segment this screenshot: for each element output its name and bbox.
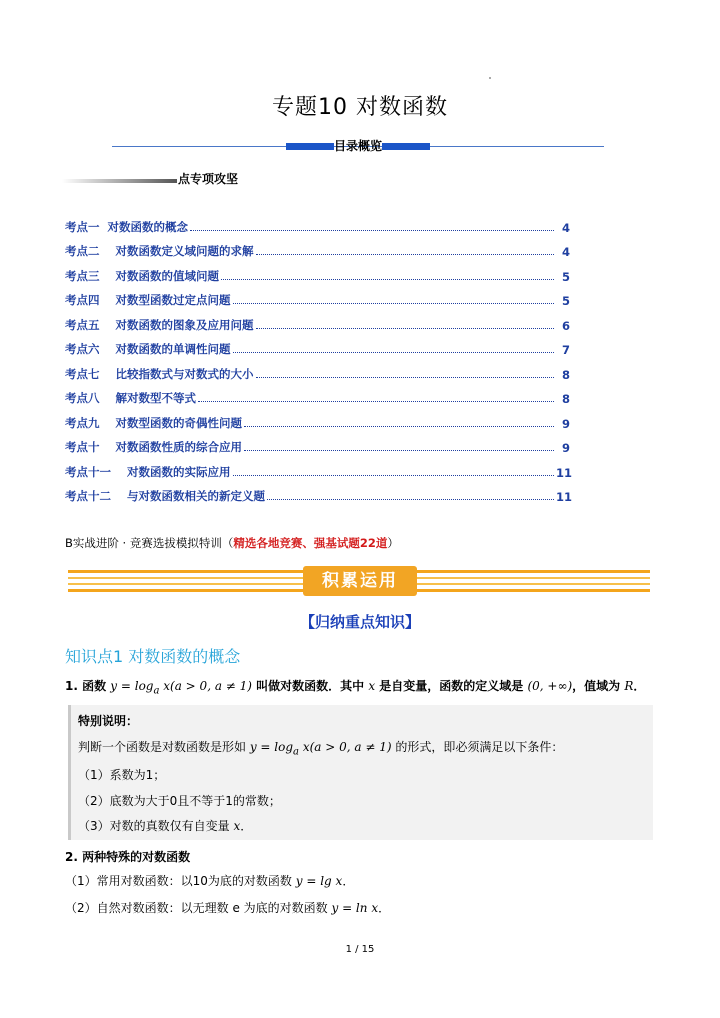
toc-item-label: 考点四 对数型函数过定点问题 (65, 293, 231, 307)
text-run: 的形式，即必须满足以下条件： (391, 740, 564, 754)
toc-item-page: 8 (561, 392, 570, 406)
toc-item-label: 考点五 对数函数的图象及应用问题 (65, 317, 254, 332)
toc-leader (256, 377, 554, 378)
toc-item-page: 8 (561, 367, 570, 382)
text-run: （2）自然对数函数：以无理数 e 为底的对数函数 (65, 901, 332, 915)
toc-item-page: 5 (561, 269, 570, 284)
text-run: ． (378, 901, 391, 915)
toc-item[interactable] (65, 406, 570, 431)
toc-item-label: 考点九 对数型函数的奇偶性问题 (65, 415, 243, 430)
toc-item[interactable] (65, 333, 570, 358)
formula-sub: a (153, 685, 160, 697)
formula-var: R (624, 679, 634, 693)
toc-leader (244, 426, 554, 427)
toc-item[interactable] (65, 235, 570, 260)
text-run: ． (633, 679, 646, 693)
knowledge-heading: 【归纳重点知识】 (299, 613, 420, 631)
formula-sub: a (293, 746, 300, 758)
note-line: （2）底数为大于0且不等于1的常数； (78, 794, 281, 808)
toc-leader (198, 401, 554, 402)
text-run: ，值域为 (572, 679, 625, 693)
text-run: （1）常用对数函数：以10为底的对数函数 (65, 874, 296, 888)
toc-item-label: 考点一 对数函数的概念 (65, 219, 189, 234)
formula (249, 740, 392, 758)
section-b-heading (65, 535, 399, 551)
toc-item-page: 9 (561, 416, 570, 431)
toc-item[interactable] (65, 210, 570, 235)
text-run: 判断一个函数是对数函数是形如 (78, 740, 250, 754)
toc-item-label: 考点八 解对数型不等式 (65, 391, 197, 405)
text-run: 是自变量，函数的定义域是 (375, 679, 528, 693)
formula: y = lg x (295, 874, 343, 888)
toc-item[interactable] (65, 284, 570, 309)
toc-item-label: 考点六 对数函数的单调性问题 (65, 342, 231, 356)
text-run: ． (342, 874, 355, 888)
toc-item-page: 11 (556, 465, 573, 480)
toc-item-label: 考点十 对数函数性质的综合应用 (65, 440, 243, 454)
text-run: （3）对数的真数仅有自变量 (78, 819, 234, 833)
toc-leader (244, 450, 554, 451)
toc-item-label: 考点三 对数函数的值域问题 (65, 268, 220, 283)
toc-item[interactable] (65, 357, 570, 382)
note-line (78, 817, 252, 834)
formula: y = ln x (331, 901, 379, 915)
section-b-highlight: 精选各地竞赛、强基试题22道 (233, 536, 388, 550)
section-b-close: ） (387, 536, 399, 550)
section-a-bar (62, 179, 177, 183)
note-title: 特别说明： (78, 714, 139, 728)
toc-item-page: 4 (561, 245, 570, 259)
note-line: （1）系数为1； (78, 768, 166, 782)
toc-item-label: 考点七 比较指数式与对数式的大小 (65, 366, 254, 381)
toc-item-label: 考点十二 与对数函数相关的新定义题 (65, 489, 266, 503)
toc-leader (267, 499, 554, 500)
toc-item[interactable] (65, 259, 570, 284)
knowledge-point-title: 知识点1 对数函数的概念 (65, 647, 241, 666)
definition-paragraph (65, 677, 645, 696)
toc-item-label: 考点二 对数函数定义域问题的求解 (65, 244, 254, 258)
toc-item-page: 9 (561, 441, 570, 455)
toc-heading: 目录概览 (334, 139, 383, 153)
toc-item[interactable] (65, 308, 570, 333)
toc-divider-band-right (382, 143, 430, 150)
formula-text: x(a > 0, a ≠ 1) (299, 740, 392, 754)
toc-item-page: 7 (561, 343, 570, 357)
toc-leader (256, 254, 554, 255)
toc-leader (190, 230, 554, 231)
page-title: 专题10 对数函数 (272, 95, 448, 120)
formula-text: y = log (110, 679, 154, 693)
formula-domain: (0, +∞) (527, 679, 573, 693)
banner-badge: 积累运用 (303, 566, 417, 596)
special-line (65, 872, 354, 889)
toc-leader (221, 279, 554, 280)
toc-item-page: 11 (556, 490, 573, 504)
special-heading: 2. 两种特殊的对数函数 (65, 850, 191, 864)
toc-list (65, 210, 573, 504)
toc-item[interactable] (65, 480, 573, 505)
toc-item-page: 6 (561, 318, 570, 333)
toc-leader (233, 352, 554, 353)
toc-leader (256, 328, 554, 329)
formula (110, 679, 252, 697)
text-run: 1. 函数 (65, 679, 111, 693)
formula-text: y = log (249, 740, 294, 754)
page-number: 1 / 15 (345, 944, 375, 955)
toc-item-page: 4 (561, 220, 570, 235)
toc-leader (233, 303, 554, 304)
toc-divider-band-left (286, 143, 334, 150)
toc-item[interactable] (65, 455, 573, 480)
toc-item-label: 考点十一 对数函数的实际应用 (65, 464, 231, 479)
formula-var: x (233, 819, 241, 833)
note-line (78, 738, 563, 757)
toc-leader (233, 475, 554, 476)
toc-item-page: 5 (561, 294, 570, 308)
text-run: 叫做对数函数．其中 (251, 679, 369, 693)
section-b-text: B实战进阶 · 竞赛选拔模拟特训（ (65, 536, 234, 550)
speck (489, 77, 491, 79)
toc-item[interactable] (65, 382, 570, 407)
note-accent-bar (68, 705, 71, 840)
formula-text: x(a > 0, a ≠ 1) (159, 679, 252, 693)
formula-var: x (368, 679, 376, 693)
section-a-heading: 点专项攻坚 (178, 172, 239, 186)
text-run: ． (240, 819, 253, 833)
toc-item[interactable] (65, 431, 570, 456)
special-line (65, 899, 390, 916)
